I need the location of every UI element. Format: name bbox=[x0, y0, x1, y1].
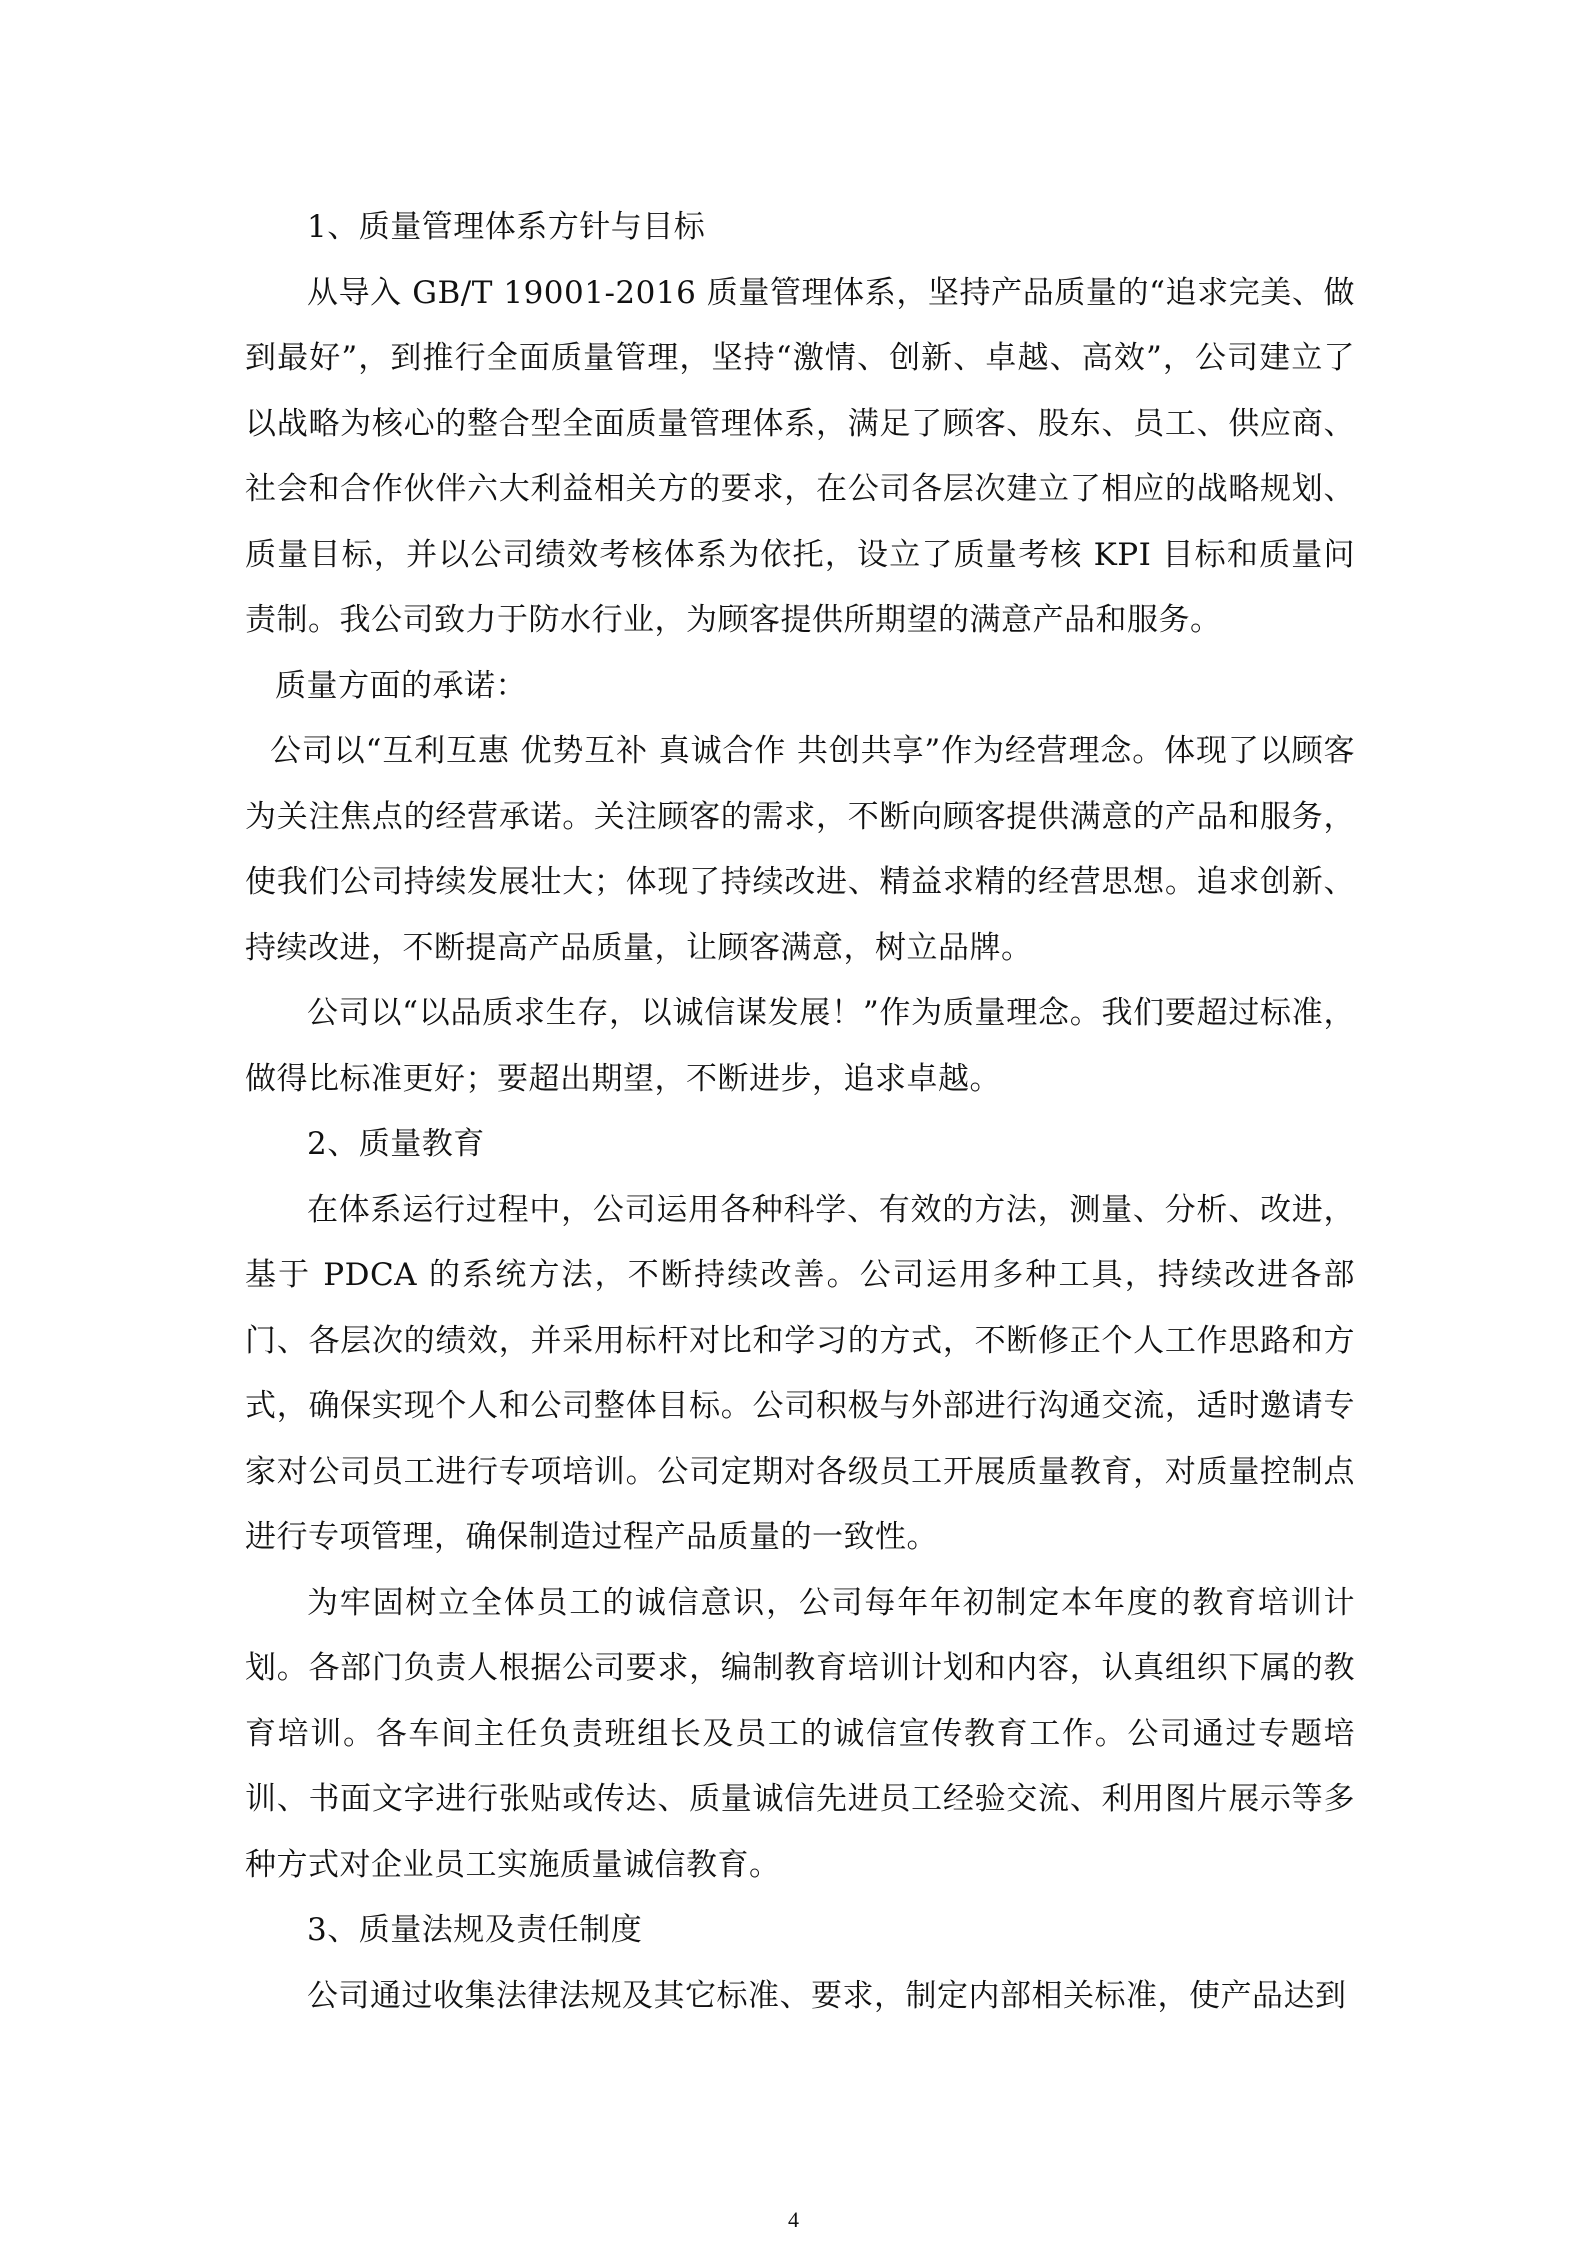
paragraph: 公司通过收集法律法规及其它标准、要求，制定内部相关标准，使产品达到 bbox=[307, 1977, 1347, 2014]
paragraph: 从导入 GB/T 19001-2016 质量管理体系，坚持产品质量的“追求完美、做到最好”，到推行全面质量管理，坚持“激情、创新、卓越、高效”，公司建立了以战略为核心的整合型全面质量管理体系，满足了顾客、股东、员工、供应商、社会和合作伙伴六大利益相关方的要求，在公司各层次建立了相应的战略规划、质量目标，并以公司绩效考核体系为依托，设立了质量考核 KPI 目标和质量问责制。我公司致力于防水行业，为顾客提供所期望的满意产品和服务。 bbox=[245, 274, 1355, 638]
paragraph: 为牢固树立全体员工的诚信意识，公司每年年初制定本年度的教育培训计划。各部门负责人根据公司要求，编制教育培训计划和内容，认真组织下属的教育培训。各车间主任负责班组长及员工的诚信宣传教育工作。公司通过专题培训、书面文字进行张贴或传达、质量诚信先进员工经验交流、利用图片展示等多种方式对企业员工实施质量诚信教育。 bbox=[245, 1584, 1355, 1883]
section-heading-3: 3、质量法规及责任制度 bbox=[307, 1912, 643, 1948]
paragraph: 在体系运行过程中，公司运用各种科学、有效的方法，测量、分析、改进，基于 PDCA 的系统方法，不断持续改善。公司运用多种工具，持续改进各部门、各层次的绩效，并采用标杆对比和学习的方式，不断修正个人工作思路和方式，确保实现个人和公司整体目标。公司积极与外部进行沟通交流，适时邀请专家对公司员工进行专项培训。公司定期对各级员工开展质量教育，对质量控制点进行专项管理，确保制造过程产品质量的一致性。 bbox=[245, 1191, 1355, 1555]
paragraph: 公司以“以品质求生存，以诚信谋发展！”作为质量理念。我们要超过标准，做得比标准更好；要超出期望，不断进步，追求卓越。 bbox=[245, 995, 1355, 1097]
section-heading-1: 1、质量管理体系方针与目标 bbox=[307, 209, 706, 245]
paragraph: 公司以“互利互惠 优势互补 真诚合作 共创共享”作为经营理念。体现了以顾客为关注焦点的经营承诺。关注顾客的需求，不断向顾客提供满意的产品和服务，使我们公司持续发展壮大；体现了持续改进、精益求精的经营思想。追求创新、持续改进，不断提高产品质量，让顾客满意，树立品牌。 bbox=[245, 733, 1355, 966]
document-body bbox=[245, 195, 1355, 2029]
page-number: 4 bbox=[788, 2207, 799, 2232]
paragraph: 质量方面的承诺： bbox=[275, 667, 527, 704]
section-heading-2: 2、质量教育 bbox=[307, 1126, 485, 1162]
